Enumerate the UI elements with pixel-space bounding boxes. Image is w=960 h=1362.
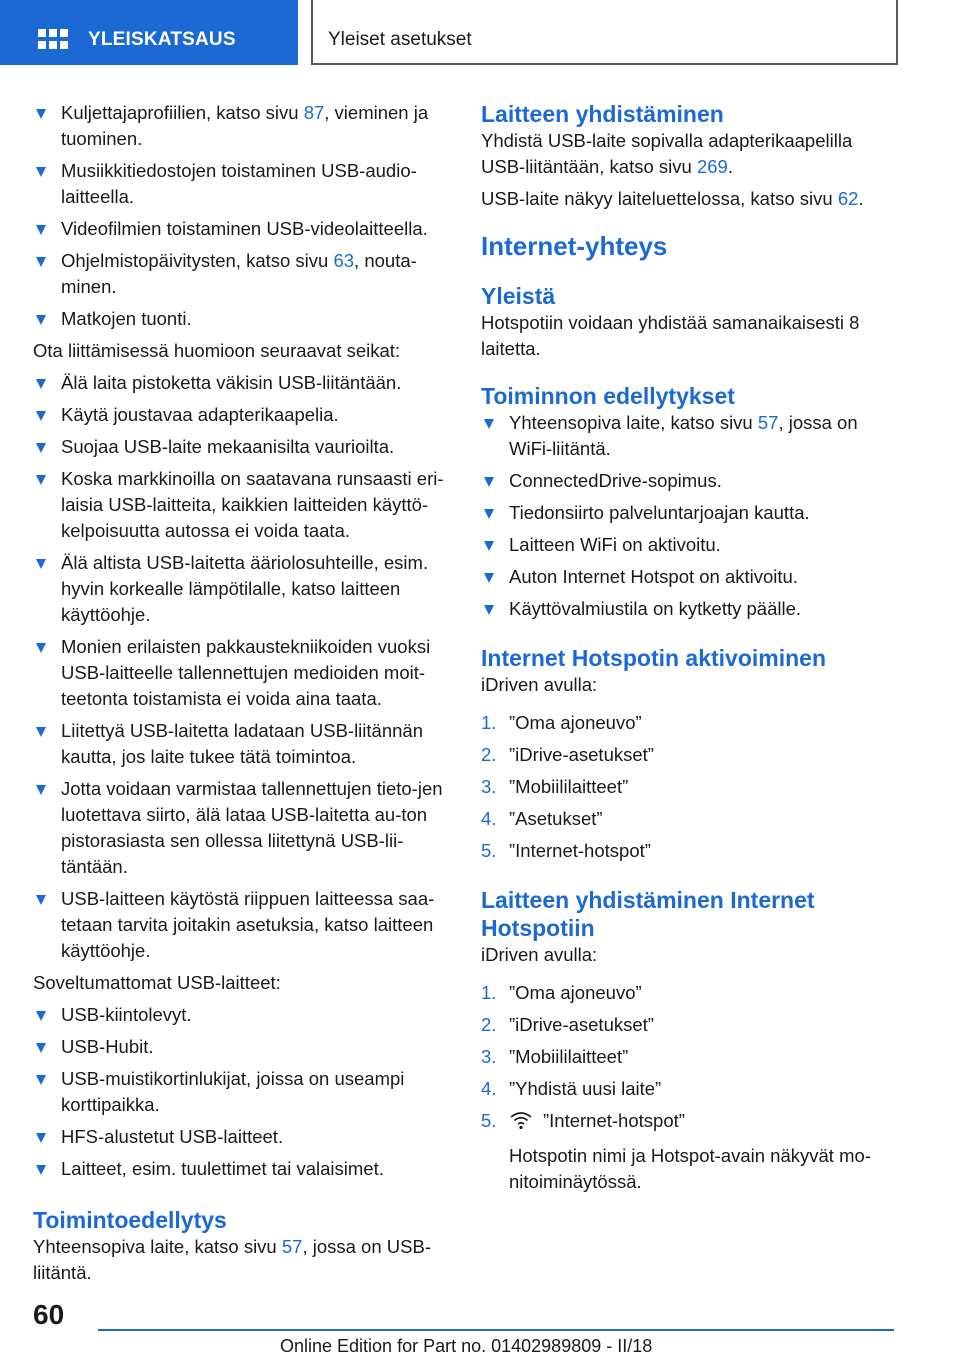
step-item bbox=[481, 742, 893, 768]
step-item bbox=[481, 710, 893, 736]
text-segment: Käyttövalmiustila on kytketty päälle. bbox=[509, 598, 802, 619]
bullet-triangle-icon bbox=[36, 1011, 46, 1021]
page-link[interactable]: 269 bbox=[696, 156, 728, 177]
bullet-triangle-icon bbox=[484, 541, 494, 551]
list-item bbox=[33, 1034, 448, 1060]
connect-paragraph-2: USB-laite näkyy laiteluettelossa, katso sivu 62. bbox=[481, 188, 864, 209]
bullet-triangle-icon bbox=[36, 411, 46, 421]
bullet-triangle-icon bbox=[36, 1075, 46, 1085]
step-text: ”iDrive-asetukset” bbox=[509, 1014, 654, 1035]
step-text: ”Mobiililaitteet” bbox=[509, 776, 629, 797]
list-item bbox=[33, 402, 448, 428]
chapter-title: Yleiset asetukset bbox=[328, 29, 472, 50]
bullet-triangle-icon bbox=[36, 225, 46, 235]
list-item bbox=[33, 466, 448, 544]
text-segment: Kuljettajaprofiilien, katso sivu bbox=[61, 102, 304, 123]
list-item bbox=[481, 532, 893, 558]
edition-text: Online Edition for Part no. 01402989809 - II/18 bbox=[280, 1336, 653, 1356]
bullet-triangle-icon bbox=[36, 475, 46, 485]
activate-steps bbox=[481, 710, 893, 864]
section-tab[interactable] bbox=[0, 0, 298, 65]
text-segment: ConnectedDrive-sopimus. bbox=[509, 470, 722, 491]
step-number: 3. bbox=[481, 1046, 497, 1067]
list-item bbox=[33, 634, 448, 712]
step-item bbox=[481, 806, 893, 832]
incompatible-intro: Soveltumattomat USB-laitteet: bbox=[33, 972, 281, 993]
list-item bbox=[33, 434, 448, 460]
step-item bbox=[481, 980, 893, 1006]
text-segment: Yhteensopiva laite, katso sivu bbox=[509, 412, 758, 433]
bullet-triangle-icon bbox=[36, 785, 46, 795]
step-number: 5. bbox=[481, 1110, 497, 1131]
grid-icon bbox=[38, 29, 68, 53]
list-item-text: Älä laita pistoketta väkisin USB-liitäntään. bbox=[61, 372, 402, 393]
text-segment: Ohjelmistopäivitysten, katso sivu bbox=[61, 250, 334, 271]
step-number: 3. bbox=[481, 776, 497, 797]
bullet-triangle-icon bbox=[484, 509, 494, 519]
list-item-text: USB-laitteen käytöstä riippuen laitteessa saa-tetaan tarvita joitakin asetuksia, katso laitteen käyttöohje. bbox=[61, 888, 435, 961]
list-item bbox=[33, 248, 448, 300]
step-item bbox=[481, 774, 893, 800]
list-item-text: Suojaa USB-laite mekaanisilta vaurioilta. bbox=[61, 436, 395, 457]
step-text: ”Asetukset” bbox=[509, 808, 603, 829]
step-number: 4. bbox=[481, 1078, 497, 1099]
list-item bbox=[33, 370, 448, 396]
incompatible-devices-list bbox=[33, 1002, 448, 1182]
list-item-text: USB-Hubit. bbox=[61, 1036, 154, 1057]
footer-divider bbox=[98, 1329, 894, 1331]
bullet-triangle-icon bbox=[36, 443, 46, 453]
activate-heading: Internet Hotspotin aktivoiminen bbox=[481, 645, 827, 671]
hotspot-heading: Laitteen yhdistäminen Internet Hotspotiin bbox=[481, 887, 815, 941]
list-item-text: Liitettyä USB-laitetta ladataan USB-liitännän kautta, jos laite tukee tätä toimintoa. bbox=[61, 720, 423, 767]
bullet-triangle-icon bbox=[36, 559, 46, 569]
general-heading: Yleistä bbox=[481, 283, 556, 309]
list-item-text bbox=[61, 308, 192, 329]
step-text: ”Internet-hotspot” bbox=[543, 1110, 685, 1131]
step-number: 1. bbox=[481, 982, 497, 1003]
list-item-text bbox=[509, 412, 858, 459]
step-text: ”iDrive-asetukset” bbox=[509, 744, 654, 765]
step-number: 2. bbox=[481, 744, 497, 765]
step-number: 2. bbox=[481, 1014, 497, 1035]
page-link[interactable]: 63 bbox=[333, 250, 355, 271]
list-item-text: Laitteet, esim. tuulettimet tai valaisimet. bbox=[61, 1158, 384, 1179]
bullet-triangle-icon bbox=[36, 379, 46, 389]
bullet-triangle-icon bbox=[36, 109, 46, 119]
list-item-text bbox=[509, 534, 721, 555]
step-item bbox=[481, 838, 893, 864]
bullet-triangle-icon bbox=[36, 167, 46, 177]
step-number: 4. bbox=[481, 808, 497, 829]
list-item bbox=[33, 886, 448, 964]
step-number: 5. bbox=[481, 840, 497, 861]
list-item-text bbox=[509, 502, 810, 523]
text-segment: Tiedonsiirto palveluntarjoajan kautta. bbox=[509, 502, 810, 523]
connect-paragraph-1: Yhdistä USB-laite sopivalla adapterikaapelilla USB-liitäntään, katso sivu 269. bbox=[481, 130, 853, 177]
list-item bbox=[481, 564, 893, 590]
text-segment: , nouta-minen. bbox=[61, 250, 417, 297]
bullet-triangle-icon bbox=[484, 605, 494, 615]
requirement-text: Yhteensopiva laite, katso sivu 57, jossa on USB-liitäntä. bbox=[33, 1236, 431, 1283]
text-segment: Laitteen WiFi on aktivoitu. bbox=[509, 534, 721, 555]
list-item-text bbox=[509, 470, 722, 491]
list-item bbox=[481, 596, 893, 622]
hotspot-intro: iDriven avulla: bbox=[481, 944, 598, 965]
connection-notes-list bbox=[33, 370, 448, 964]
hotspot-steps bbox=[481, 980, 893, 1137]
list-item bbox=[33, 306, 448, 332]
list-item bbox=[33, 158, 448, 210]
hotspot-note: Hotspotin nimi ja Hotspot-avain näkyvät mo-nitoiminäytössä. bbox=[509, 1145, 871, 1192]
list-item-text: Monien erilaisten pakkaustekniikoiden vuoksi USB-laitteelle tallennettujen medioiden moit-teetonta toistamista ei voida aina taata. bbox=[61, 636, 431, 709]
list-item-text: HFS-alustetut USB-laitteet. bbox=[61, 1126, 284, 1147]
text-segment: Musiikkitiedostojen toistaminen USB-audio-laitteella. bbox=[61, 160, 417, 207]
general-text: Hotspotiin voidaan yhdistää samanaikaisesti 8 laitetta. bbox=[481, 312, 860, 359]
list-item-text: USB-muistikortinlukijat, joissa on useampi korttipaikka. bbox=[61, 1068, 405, 1115]
step-item bbox=[481, 1108, 893, 1137]
list-item bbox=[33, 718, 448, 770]
list-item bbox=[481, 500, 893, 526]
prerequisites-heading: Toiminnon edellytykset bbox=[481, 383, 735, 409]
list-item bbox=[33, 550, 448, 628]
step-item bbox=[481, 1044, 893, 1070]
list-item-text: Käytä joustavaa adapterikaapelia. bbox=[61, 404, 339, 425]
step-item bbox=[481, 1076, 893, 1102]
step-number: 1. bbox=[481, 712, 497, 733]
bullet-triangle-icon bbox=[36, 895, 46, 905]
bullet-triangle-icon bbox=[36, 315, 46, 325]
step-text: ”Oma ajoneuvo” bbox=[509, 982, 642, 1003]
step-item bbox=[481, 1012, 893, 1038]
list-item-text bbox=[61, 102, 428, 149]
list-item bbox=[33, 776, 448, 880]
page-link[interactable]: 57 bbox=[757, 412, 779, 433]
list-item bbox=[33, 216, 448, 242]
step-text: ”Oma ajoneuvo” bbox=[509, 712, 642, 733]
chapter-header bbox=[311, 0, 898, 65]
connect-heading: Laitteen yhdistäminen bbox=[481, 101, 724, 127]
usb-function-list bbox=[33, 100, 448, 332]
bullet-triangle-icon bbox=[36, 1165, 46, 1175]
bullet-triangle-icon bbox=[484, 419, 494, 429]
list-item-text: Koska markkinoilla on saatavana runsaasti eri-laisia USB-laitteita, kaikkien laitteiden käyttö-kelpoisuutta autossa ei voida taata. bbox=[61, 468, 444, 541]
list-item bbox=[33, 1066, 448, 1118]
list-item bbox=[33, 1002, 448, 1028]
text-segment: , vieminen ja tuominen. bbox=[61, 102, 429, 149]
left-column bbox=[33, 100, 448, 1292]
bullet-triangle-icon bbox=[36, 727, 46, 737]
list-item-text: Jotta voidaan varmistaa tallennettujen tieto-jen luotettava siirto, älä lataa USB-laitetta au-ton pistorasiasta sen ollessa liitettynä USB-lii-täntään. bbox=[61, 778, 443, 877]
internet-heading: Internet-yhteys bbox=[481, 231, 668, 261]
page-link[interactable]: 62 bbox=[837, 188, 859, 209]
bullet-triangle-icon bbox=[484, 477, 494, 487]
list-item bbox=[33, 1156, 448, 1182]
text-segment: Auton Internet Hotspot on aktivoitu. bbox=[509, 566, 798, 587]
prerequisites-list bbox=[481, 410, 893, 622]
text-segment: Videofilmien toistaminen USB-videolaitteella. bbox=[61, 218, 428, 239]
list-item bbox=[481, 468, 893, 494]
list-item-text bbox=[61, 160, 417, 207]
right-column bbox=[481, 100, 893, 1195]
text-segment: Matkojen tuonti. bbox=[61, 308, 192, 329]
bullet-triangle-icon bbox=[36, 1133, 46, 1143]
requirement-heading: Toimintoedellytys bbox=[33, 1207, 227, 1233]
wifi-icon bbox=[509, 1110, 533, 1137]
list-item bbox=[33, 100, 448, 152]
list-item bbox=[33, 1124, 448, 1150]
list-item bbox=[481, 410, 893, 462]
list-item-text: USB-kiintolevyt. bbox=[61, 1004, 192, 1025]
bullet-triangle-icon bbox=[36, 643, 46, 653]
page-number: 60 bbox=[33, 1299, 65, 1330]
list-item-text bbox=[509, 598, 801, 619]
bullet-triangle-icon bbox=[36, 1043, 46, 1053]
note-intro: Ota liittämisessä huomioon seuraavat seikat: bbox=[33, 340, 401, 361]
bullet-triangle-icon bbox=[36, 257, 46, 267]
bullet-triangle-icon bbox=[484, 573, 494, 583]
list-item-text bbox=[509, 566, 798, 587]
page-link[interactable]: 57 bbox=[281, 1236, 303, 1257]
list-item-text: Älä altista USB-laitetta ääriolosuhteille, esim. hyvin korkealle lämpötilalle, katso laitteen käyttöohje. bbox=[61, 552, 429, 625]
text-segment: , jossa on WiFi-liitäntä. bbox=[509, 412, 858, 459]
step-text: ”Yhdistä uusi laite” bbox=[509, 1078, 662, 1099]
section-label: YLEISKATSAUS bbox=[88, 29, 236, 50]
activate-intro: iDriven avulla: bbox=[481, 674, 598, 695]
step-text: ”Mobiililaitteet” bbox=[509, 1046, 629, 1067]
list-item-text bbox=[61, 218, 428, 239]
step-text: ”Internet-hotspot” bbox=[509, 840, 651, 861]
list-item-text bbox=[61, 250, 417, 297]
page-link[interactable]: 87 bbox=[303, 102, 325, 123]
